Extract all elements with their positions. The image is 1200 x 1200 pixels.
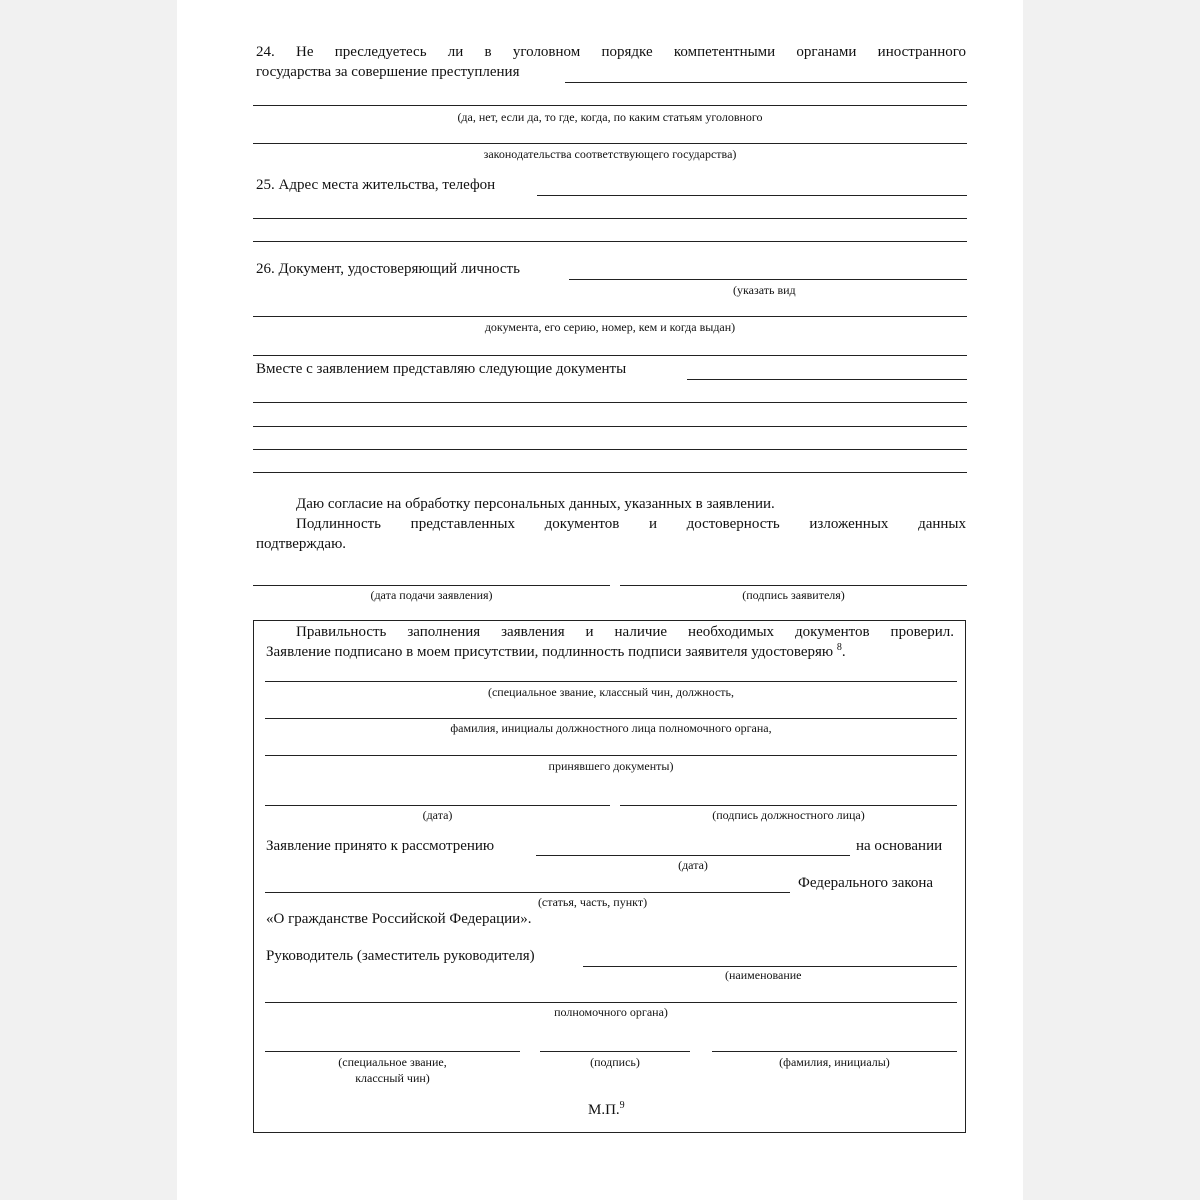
official-caption-3: принявшего документы): [548, 759, 674, 773]
consent-line-3: подтверждаю.: [256, 536, 347, 552]
law-name: «О гражданстве Российской Федерации».: [266, 911, 532, 927]
q26-caption-2: документа, его серию, номер, кем и когда выдан): [484, 320, 736, 334]
head-org-caption-2: полномочного органа): [554, 1005, 668, 1019]
head-label: Руководитель (заместитель руководителя): [266, 948, 535, 964]
consent-line-1: Даю согласие на обработку персональных данных, указанных в заявлении.: [296, 496, 775, 512]
official-position-line[interactable]: [265, 681, 957, 682]
official-caption-1: (специальное звание, классный чин, должность,: [487, 685, 735, 699]
q25-answer-line-1[interactable]: [537, 195, 967, 196]
q24-answer-line-1[interactable]: [565, 82, 967, 83]
q24-caption-1: (да, нет, если да, то где, когда, по каким статьям уголовного: [457, 110, 763, 124]
head-rank-caption-1: (специальное звание,: [338, 1055, 447, 1069]
head-org-line-1[interactable]: [583, 966, 957, 967]
docs-label: Вместе с заявлением представляю следующие документы: [256, 361, 627, 377]
q24-answer-line-3[interactable]: [253, 143, 967, 144]
seal-mark: М.П.$^9$: [588, 1100, 625, 1118]
head-rank-line[interactable]: [265, 1051, 520, 1052]
head-org-caption-1: (наименование: [725, 968, 802, 982]
q26-answer-line-1[interactable]: [569, 279, 967, 280]
head-signature-line[interactable]: [540, 1051, 690, 1052]
consent-line-2: Подлинность представленных документов и достоверность изложенных данных: [296, 516, 966, 532]
head-org-line-2[interactable]: [265, 1002, 957, 1003]
accepted-date-caption: (дата): [678, 858, 708, 872]
q24-caption-2: законодательства соответствующего государства): [483, 147, 737, 161]
q24-line2: государства за совершение преступления: [256, 64, 520, 80]
head-fio-line[interactable]: [712, 1051, 957, 1052]
official-name-line[interactable]: [265, 718, 957, 719]
docs-line-3[interactable]: [253, 426, 967, 427]
official-signature-line[interactable]: [620, 805, 957, 806]
docs-line-5[interactable]: [253, 472, 967, 473]
footnote-9: 9: [619, 1100, 625, 1111]
docs-line-4[interactable]: [253, 449, 967, 450]
q25-label: 25. Адрес места жительства, телефон: [256, 177, 496, 193]
official-date-caption: (дата): [422, 808, 453, 822]
application-date-line[interactable]: [253, 585, 610, 586]
applicant-signature-caption: (подпись заявителя): [742, 588, 845, 602]
applicant-signature-line[interactable]: [620, 585, 967, 586]
footnote-8: 8: [836, 642, 842, 653]
article-line[interactable]: [265, 892, 790, 893]
official-line-1: Правильность заполнения заявления и наличие необходимых документов проверил.: [296, 624, 954, 640]
basis-label: на основании: [856, 838, 943, 854]
accepted-date-line[interactable]: [536, 855, 850, 856]
q26-answer-line-2[interactable]: [253, 316, 967, 317]
docs-line-2[interactable]: [253, 402, 967, 403]
head-fio-caption: (фамилия, инициалы): [779, 1055, 890, 1069]
q24-answer-line-2[interactable]: [253, 105, 967, 106]
head-rank-caption-2: классный чин): [355, 1071, 430, 1085]
official-accepted-line[interactable]: [265, 755, 957, 756]
q26-caption-1: (указать вид: [733, 283, 796, 297]
federal-law-label: Федерального закона: [798, 875, 934, 891]
docs-line-1[interactable]: [687, 379, 967, 380]
official-signature-caption: (подпись должностного лица): [712, 808, 865, 822]
q24-line1: 24. Не преследуетесь ли в уголовном порядке компетентными органами иностранного: [256, 44, 966, 60]
q26-answer-line-3[interactable]: [253, 355, 967, 356]
q25-answer-line-3[interactable]: [253, 241, 967, 242]
article-caption: (статья, часть, пункт): [537, 895, 648, 909]
official-date-line[interactable]: [265, 805, 610, 806]
q25-answer-line-2[interactable]: [253, 218, 967, 219]
head-signature-caption: (подпись): [590, 1055, 640, 1069]
application-date-caption: (дата подачи заявления): [370, 588, 493, 602]
official-caption-2: фамилия, инициалы должностного лица полномочного органа,: [450, 721, 772, 735]
q26-label: 26. Документ, удостоверяющий личность: [256, 261, 520, 277]
official-line-2: Заявление подписано в моем присутствии, подлинность подписи заявителя удостоверяю $^8$.: [266, 642, 846, 660]
accepted-label: Заявление принято к рассмотрению: [266, 838, 495, 854]
